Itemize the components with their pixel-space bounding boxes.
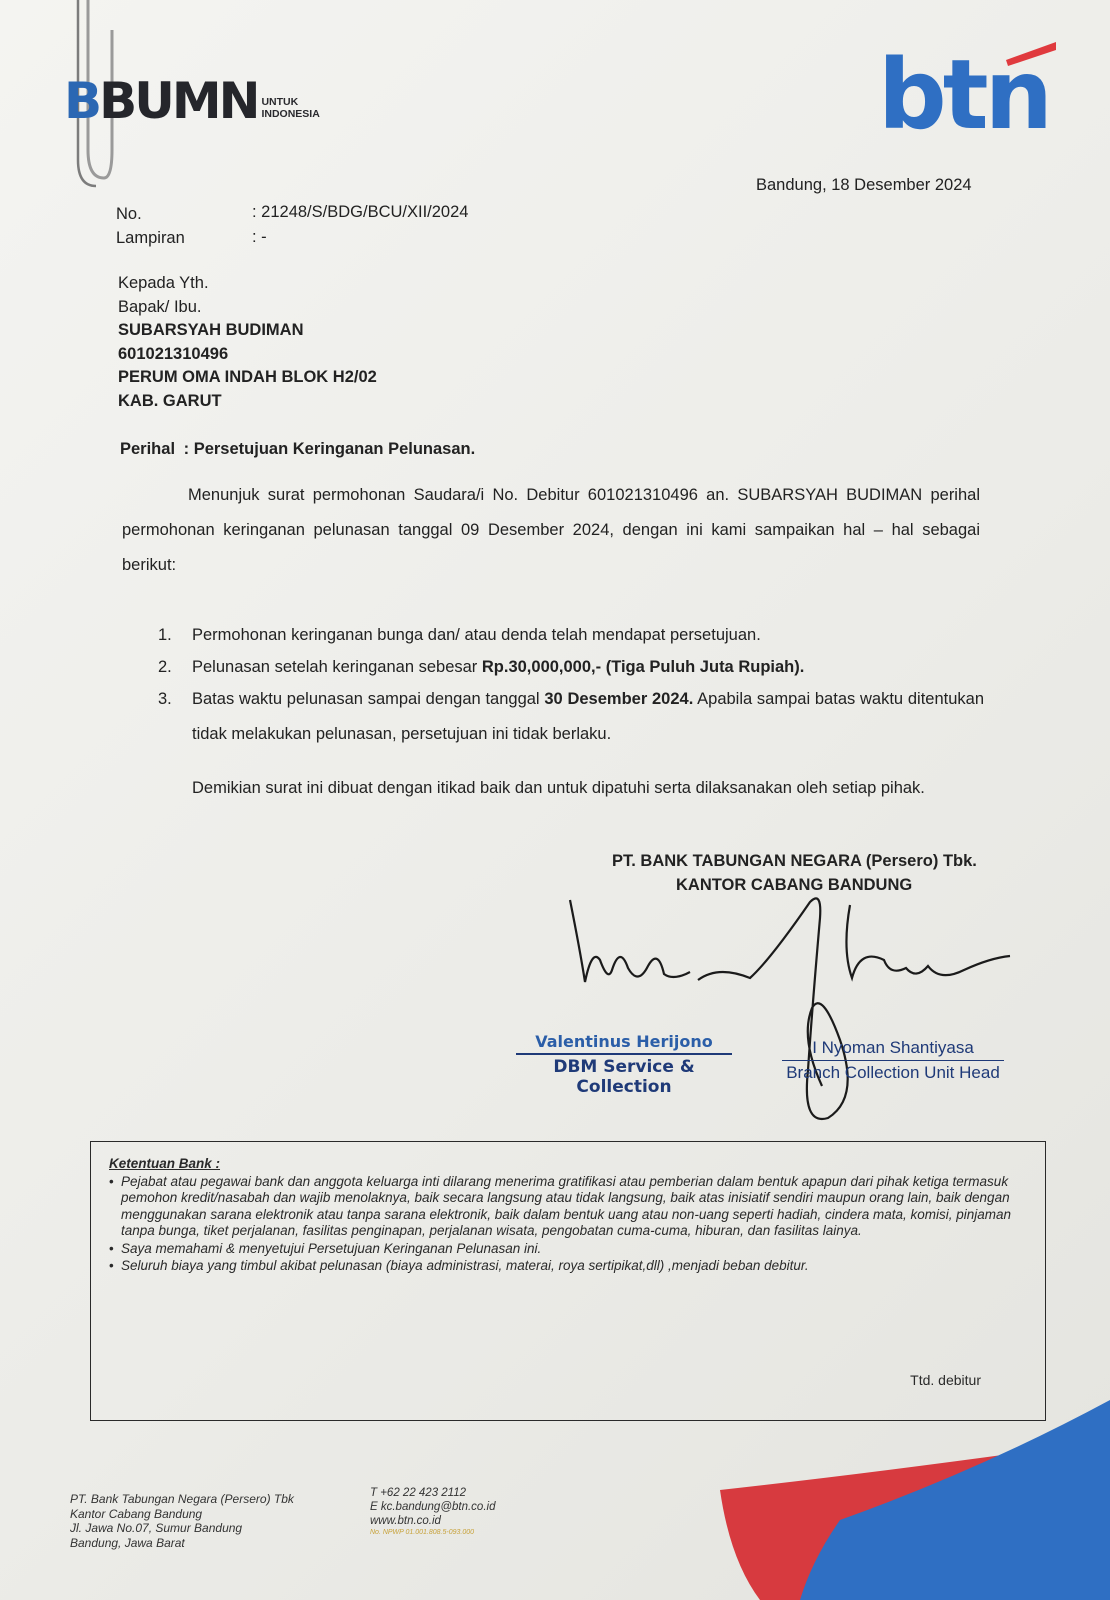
closing-paragraph: Demikian surat ini dibuat dengan itikad baik dan untuk dipatuhi serta dilaksanakan oleh setiap pihak.: [192, 779, 925, 797]
recipient-greeting: Kepada Yth.: [118, 274, 209, 292]
recipient-address: PERUM OMA INDAH BLOK H2/02: [118, 368, 377, 386]
bank-terms-header: Ketentuan Bank :: [109, 1156, 221, 1171]
footer-branch: Kantor Cabang Bandung: [70, 1506, 203, 1521]
signer-1-title: DBM Service & Collection: [553, 1057, 695, 1097]
recipient-account: 601021310496: [118, 344, 229, 363]
recipient-city: KAB. GARUT: [118, 391, 222, 410]
footer-street: Jl. Jawa No.07, Sumur Bandung: [70, 1521, 243, 1535]
footer-address: [70, 1492, 294, 1550]
recipient-name: SUBARSYAH BUDIMAN: [118, 321, 304, 339]
signer-1-name: Valentinus Herijono: [516, 1032, 732, 1055]
list-item: • Seluruh biaya yang timbul akibat pelunasan (biaya administrasi, materai, roya sertipikat,dll) ,menjadi beban debitur.: [109, 1258, 1027, 1275]
points-list: [158, 624, 984, 762]
list-item: • Saya memahami & menyetujui Persetujuan Keringanan Pelunasan ini.: [109, 1241, 1027, 1258]
list-item: 2. Pelunasan setelah keringanan sebesar Rp.30,000,000,- (Tiga Puluh Juta Rupiah).: [158, 658, 805, 676]
footer-contact: [370, 1486, 495, 1538]
signer-2-title: Branch Collection Unit Head: [786, 1063, 1000, 1082]
signature-branch: KANTOR CABANG BANDUNG: [676, 876, 913, 894]
bumn-logo-mark: BBUMN: [64, 72, 258, 130]
signature-company: PT. BANK TABUNGAN NEGARA (Persero) Tbk.: [612, 852, 977, 870]
no-value: : 21248/S/BDG/BCU/XII/2024: [252, 203, 469, 221]
place-date: Bandung, 18 Desember 2024: [756, 176, 972, 194]
signer-1: [516, 1032, 732, 1097]
list-item: 1. Permohonan keringanan bunga dan/ atau denda telah mendapat persetujuan.: [158, 626, 761, 644]
btn-logo-text: btn: [878, 39, 1049, 142]
recipient-salutation: Bapak/ Ibu.: [118, 297, 202, 316]
lampiran-value: : -: [252, 228, 267, 246]
subject-value: : Persetujuan Keringanan Pelunasan.: [183, 440, 476, 458]
signer-2-name: I Nyoman Shantiyasa: [782, 1038, 1004, 1061]
no-label: No.: [116, 205, 142, 223]
bumn-logo: [64, 72, 320, 130]
footer-company: PT. Bank Tabungan Negara (Persero) Tbk: [70, 1492, 294, 1506]
handwritten-signature: [560, 890, 1040, 1140]
footer-phone: T +62 22 423 2112: [370, 1487, 467, 1499]
recipient-block: [118, 272, 377, 413]
subject-line: [120, 438, 475, 460]
intro-paragraph: Menunjuk surat permohonan Saudara/i No. Debitur 601021310496 an. SUBARSYAH BUDIMAN perihal permohonan keringanan pelunasan tanggal 09 Desember 2024, dengan ini kami sampaikan hal – hal sebagai berikut:: [122, 486, 980, 574]
list-item: 3. Batas waktu pelunasan sampai dengan tanggal 30 Desember 2024. Apabila sampai batas waktu ditentukan tidak melakukan pelunasan, persetujuan ini tidak berlaku.: [158, 690, 984, 743]
footer-npwp: No. NPWP 01.001.808.5-093.000: [370, 1529, 475, 1536]
debtor-signature-label: Ttd. debitur: [910, 1371, 981, 1388]
signer-2: [782, 1038, 1004, 1083]
bumn-logo-subtitle: UNTUK INDONESIA: [261, 96, 320, 120]
bank-terms-box: [90, 1141, 1046, 1421]
footer-email[interactable]: E kc.bandung@btn.co.id: [370, 1501, 496, 1513]
list-item: • Pejabat atau pegawai bank dan anggota keluarga inti dilarang menerima gratifikasi atau pemberian dalam bentuk apapun dari pihak ketiga termasuk pemohon kredit/nasabah dan wajib menolaknya, baik secara langsung atau tidak langsung, baik atas inisiatif sendiri maupun orang lain, baik dengan menggunakan sarana elektronik atau tanpa sarana elektronik, baik dalam bentuk uang atau non-uang seperti hadiah, cindera mata, komisi, pinjaman tanpa bunga, tiket perjalanan, fasilitas penginapan, perjalanan wisata, pengobatan cuma-cuma, hiburan, dan fasilitas lainya.: [109, 1174, 1027, 1240]
lampiran-label: Lampiran: [116, 229, 185, 247]
bank-terms-list: [109, 1174, 1027, 1275]
footer-web[interactable]: www.btn.co.id: [370, 1515, 441, 1527]
subject-label: Perihal: [120, 440, 176, 458]
footer-city: Bandung, Jawa Barat: [70, 1535, 185, 1550]
btn-logo: [878, 32, 1058, 142]
